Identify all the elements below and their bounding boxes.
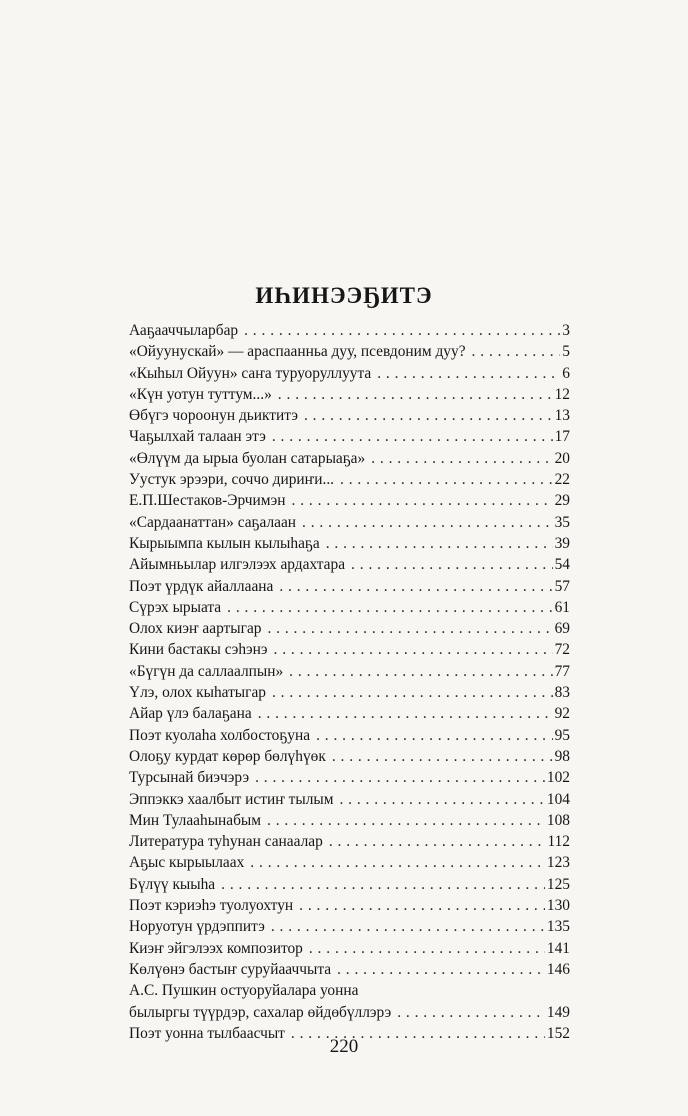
toc-entry-title: Ааҕааччыларбар xyxy=(129,322,239,339)
toc-entry xyxy=(129,938,570,959)
dot-leader xyxy=(267,810,545,831)
dot-leader xyxy=(289,661,552,682)
dot-leader xyxy=(316,725,553,746)
toc-entry-title: Кырыымпа кылын кылыһаҕа xyxy=(129,534,320,552)
toc-entry-title: Кини бастакы сэһэнэ xyxy=(129,641,268,659)
table-of-contents xyxy=(129,320,570,1044)
toc-entry-page: 35 xyxy=(554,513,570,531)
toc-entry-page: 54 xyxy=(554,556,570,574)
toc-entry-page: 112 xyxy=(547,833,570,851)
toc-entry-page: 130 xyxy=(546,897,570,915)
toc-entry-title: Поэт уонна тылбаасчыт xyxy=(129,1024,285,1042)
toc-entry-page: 3 xyxy=(562,322,570,339)
dot-leader xyxy=(309,938,545,959)
toc-entry xyxy=(129,554,570,575)
toc-entry-page: 135 xyxy=(546,918,570,936)
dot-leader xyxy=(304,405,553,426)
toc-entry-page: 123 xyxy=(546,854,570,872)
toc-entry-page: 98 xyxy=(554,747,570,765)
toc-entry-title: Айар үлэ балаҕана xyxy=(129,705,252,723)
toc-entry-page: 61 xyxy=(554,598,570,616)
toc-entry-page: 146 xyxy=(546,960,570,978)
toc-entry xyxy=(129,746,570,767)
dot-leader xyxy=(340,469,553,490)
toc-entry-page: 13 xyxy=(554,407,570,425)
toc-entry xyxy=(129,320,570,341)
toc-entry-title: Олоҕу курдат көрөр бөлүһүөк xyxy=(129,747,326,765)
toc-entry xyxy=(129,767,570,788)
toc-entry xyxy=(129,405,570,426)
dot-leader xyxy=(472,341,561,362)
toc-entry xyxy=(129,980,570,1001)
toc-entry-title: Поэт үрдүк айаллаана xyxy=(129,577,274,595)
toc-entry-page: 104 xyxy=(546,790,570,808)
toc-entry xyxy=(129,639,570,660)
toc-entry-title: «Өлүүм да ырыа буолан сатарыаҕа» xyxy=(129,449,366,467)
toc-entry-title: Чаҕылхай талаан этэ xyxy=(129,428,266,446)
toc-entry-page: 77 xyxy=(554,662,570,680)
toc-entry-page: 6 xyxy=(562,364,570,382)
toc-entry xyxy=(129,448,570,469)
dot-leader xyxy=(371,448,552,469)
toc-entry-title: Норуотун үрдэппитэ xyxy=(129,918,265,936)
toc-entry xyxy=(129,725,570,746)
toc-entry-page: 17 xyxy=(554,428,570,446)
toc-entry-page: 149 xyxy=(546,1003,570,1021)
toc-entry xyxy=(129,597,570,618)
toc-entry xyxy=(129,469,570,490)
dot-leader xyxy=(271,916,545,937)
toc-entry-page: 20 xyxy=(554,449,570,467)
toc-entry-title: Поэт кэриэһэ туолуохтун xyxy=(129,897,294,915)
toc-entry xyxy=(129,682,570,703)
toc-entry-title: Айымньылар илгэлээх ардахтара xyxy=(129,556,346,574)
toc-entry-title: Киэҥ эйгэлээх композитор xyxy=(129,939,303,957)
dot-leader xyxy=(244,320,560,341)
toc-entry xyxy=(129,895,570,916)
toc-entry-title: Мин Тулааһынабым xyxy=(129,811,262,829)
toc-entry-title: былыргы түүрдэр, сахалар өйдөбүллэрэ xyxy=(129,1003,392,1021)
toc-entry-page: 69 xyxy=(554,620,570,638)
dot-leader xyxy=(326,533,553,554)
toc-entry-page: 92 xyxy=(554,705,570,723)
toc-entry xyxy=(129,959,570,980)
toc-entry-title: Литература туһунан санаалар xyxy=(129,833,323,851)
toc-entry xyxy=(129,533,570,554)
toc-entry-title: А.С. Пушкин остуоруйалара уонна xyxy=(129,982,359,1000)
dot-leader xyxy=(258,703,553,724)
contents-heading: ИҺИНЭЭҔИТЭ xyxy=(255,283,433,308)
toc-entry-page: 102 xyxy=(546,769,570,787)
toc-entry-title: Турсынай биэчэрэ xyxy=(129,769,250,787)
dot-leader xyxy=(299,895,545,916)
toc-entry-title: Е.П.Шестаков-Эрчимэн xyxy=(129,492,286,510)
dot-leader xyxy=(377,363,560,384)
toc-entry xyxy=(129,831,570,852)
toc-entry-title: «Сардаанаттан» саҕалаан xyxy=(129,513,297,531)
toc-entry-page: 57 xyxy=(554,577,570,595)
dot-leader xyxy=(397,1002,545,1023)
toc-entry xyxy=(129,1002,570,1023)
toc-entry-title: Үлэ, олох кыһатыгар xyxy=(129,684,266,702)
toc-entry xyxy=(129,703,570,724)
toc-entry xyxy=(129,810,570,831)
toc-entry-title: Аҕыс кырыылаах xyxy=(129,854,245,872)
toc-entry-title: Эппэккэ хаалбыт истиҥ тылым xyxy=(129,790,334,808)
toc-entry-page: 72 xyxy=(554,641,570,659)
toc-entry xyxy=(129,341,570,362)
toc-entry-title: Поэт куолаһа холбостоҕуна xyxy=(129,726,311,744)
toc-entry-title: Бүлүү кыыһа xyxy=(129,875,216,893)
toc-entry xyxy=(129,576,570,597)
toc-entry-page: 5 xyxy=(562,343,570,361)
dot-leader xyxy=(250,852,545,873)
dot-leader xyxy=(255,767,545,788)
dot-leader xyxy=(272,426,553,447)
dot-leader xyxy=(292,490,553,511)
toc-entry-page: 152 xyxy=(546,1024,570,1042)
toc-entry-title: Уустук эрээри, соччо дириҥи... xyxy=(129,471,335,489)
dot-leader xyxy=(267,618,552,639)
toc-entry-title: «Бүгүн да саллаалпын» xyxy=(129,662,284,680)
toc-entry-page: 22 xyxy=(554,471,570,489)
toc-entry xyxy=(129,789,570,810)
dot-leader xyxy=(278,384,553,405)
dot-leader xyxy=(302,512,553,533)
dot-leader xyxy=(279,576,552,597)
toc-entry-page: 83 xyxy=(554,684,570,702)
toc-entry xyxy=(129,618,570,639)
toc-entry-title: «Ойуунускай» — араспаанньа дуу, псевдоним дуу? xyxy=(129,343,466,361)
toc-entry-page: 29 xyxy=(554,492,570,510)
dot-leader xyxy=(351,554,553,575)
toc-entry xyxy=(129,852,570,873)
toc-entry xyxy=(129,490,570,511)
dot-leader xyxy=(339,789,544,810)
toc-entry-title: Көлүөнэ бастыҥ суруйааччыта xyxy=(129,960,332,978)
toc-entry xyxy=(129,661,570,682)
dot-leader xyxy=(227,597,552,618)
toc-entry-title: «Күн уотун туттум...» xyxy=(129,385,272,403)
toc-entry xyxy=(129,363,570,384)
toc-entry-page: 12 xyxy=(554,385,570,403)
dot-leader xyxy=(332,746,553,767)
toc-entry-title: Олох киэҥ аартыгар xyxy=(129,620,262,638)
toc-entry-page: 39 xyxy=(554,534,570,552)
toc-entry xyxy=(129,426,570,447)
toc-entry-page: 95 xyxy=(554,726,570,744)
dot-leader xyxy=(272,682,553,703)
page-number: 220 xyxy=(329,1036,359,1057)
dot-leader xyxy=(337,959,545,980)
toc-entry-title: Сүрэх ырыата xyxy=(129,598,222,616)
dot-leader xyxy=(274,639,553,660)
dot-leader xyxy=(329,831,546,852)
toc-entry xyxy=(129,874,570,895)
toc-entry xyxy=(129,512,570,533)
toc-entry-page: 141 xyxy=(546,939,570,957)
toc-entry-page: 125 xyxy=(546,875,570,893)
toc-entry-title: «Кыһыл Ойуун» саҥа туруоруллуута xyxy=(129,364,372,382)
toc-entry-page: 108 xyxy=(546,811,570,829)
toc-entry xyxy=(129,384,570,405)
toc-entry-title: Өбүгэ чороонун дьиктитэ xyxy=(129,407,298,425)
dot-leader xyxy=(221,874,545,895)
toc-entry xyxy=(129,916,570,937)
